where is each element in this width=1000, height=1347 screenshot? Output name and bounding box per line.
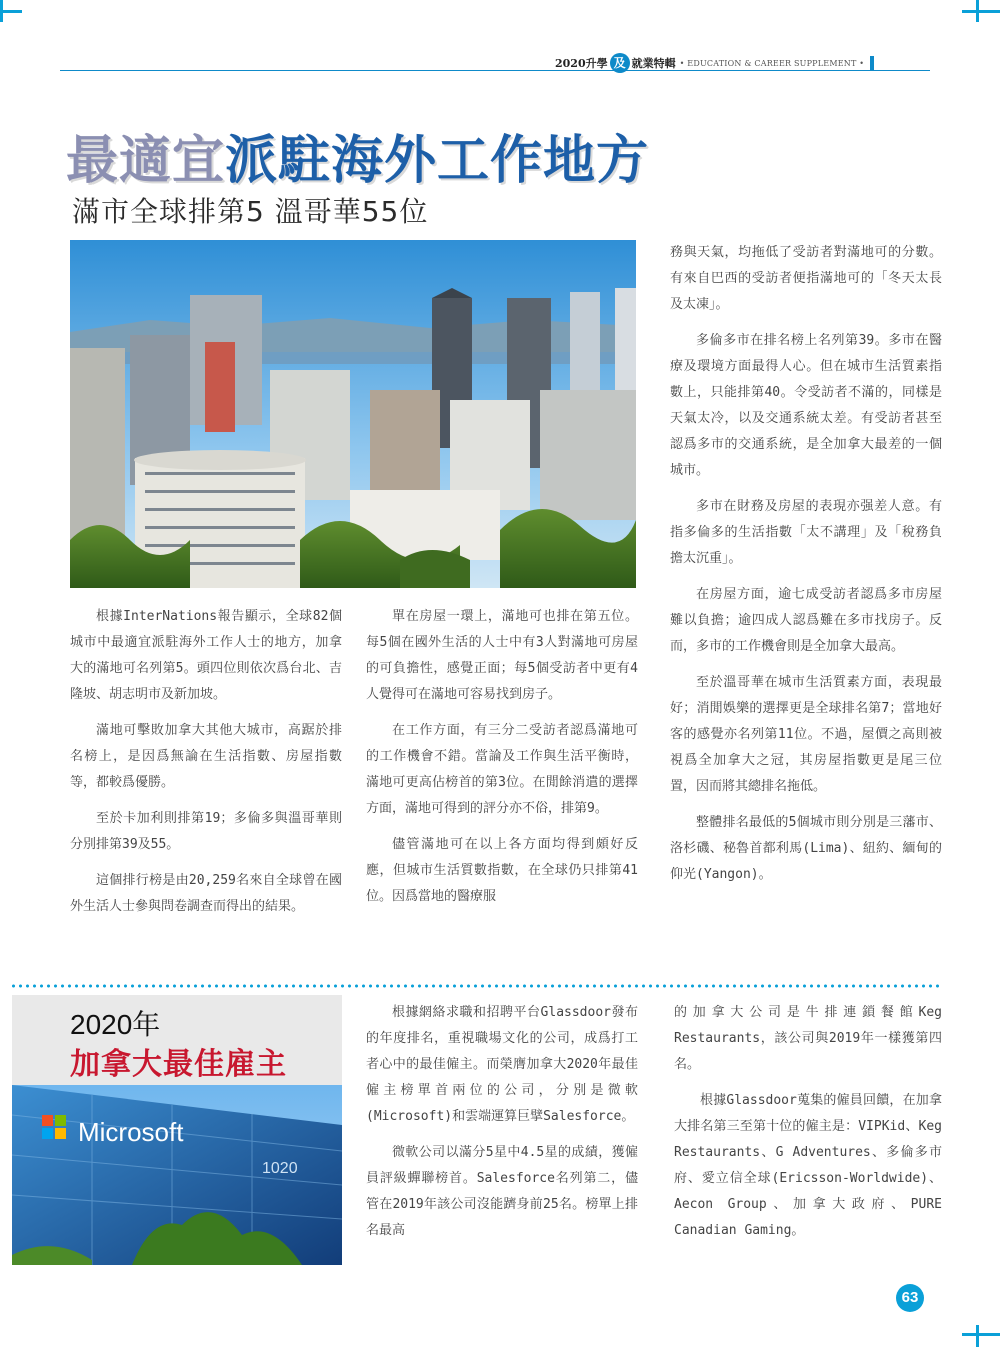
crop-mark: [962, 1333, 1000, 1336]
paragraph: 整體排名最低的5個城市則分別是三藩市、洛杉磯、秘魯首都利馬(Lima)、紐約、緬甸的仰光(Yangon)。: [670, 815, 942, 882]
paragraph: 滿地可擊敗加拿大其他大城市，高踞於排名榜上，是因爲無論在生活指數、房屋指數等，都較爲優勝。: [70, 723, 342, 790]
crop-mark: [976, 1325, 979, 1347]
paragraph: 務與天氣，均拖低了受訪者對滿地可的分數。有來自巴西的受訪者便指滿地可的「冬天太長及太凍」。: [670, 245, 942, 312]
inset-heading: 加拿大最佳雇主: [70, 1047, 287, 1082]
microsoft-logo-text: Microsoft: [78, 1117, 184, 1147]
paragraph: 在工作方面，有三分二受訪者認爲滿地可的工作機會不錯。當論及工作與生活平衡時，滿地可更高佔榜首的第3位。在閒餘消遣的選擇方面，滿地可得到的評分亦不俗，排第9。: [366, 723, 638, 816]
title-part1: 最適宜: [66, 131, 226, 191]
inset-year: 2020年: [70, 1009, 161, 1040]
microsoft-building-photo: [12, 1085, 342, 1265]
crop-mark: [962, 10, 1000, 13]
header-rule: [60, 70, 930, 71]
paragraph: 至於溫哥華在城市生活質素方面，表現最好；消閒娛樂的選擇更是全球排名第7；當地好客的感覺亦名列第11位。不過，屋價之高則被視爲全加拿大之冠，其房屋指數更是尾三位置，因而將其總排名拖低。: [670, 675, 942, 794]
paragraph: 多倫多市在排名榜上名列第39。多市在醫療及環境方面最得人心。但在城市生活質素指數上，只能排第40。令受訪者不滿的，同樣是天氣太冷，以及交通系統太差。有受訪者甚至認爲多市的交通系統，是全加拿大最差的一個城市。: [670, 333, 942, 478]
crop-mark: [0, 10, 22, 13]
header-mid-badge: 及: [610, 53, 630, 73]
paragraph: 根據Glassdoor蒐集的僱員回饋，在加拿大排名第三至第十位的僱主是：VIPKid、Keg Restaurants、G Adventures、多倫多市府、愛立信全球(Ericsson-Worldwide)、Aecon Group、加拿大政府、PURE Canadian Gaming。: [674, 1093, 942, 1238]
dotted-divider: [10, 982, 940, 990]
header-left: 2020升學: [555, 57, 608, 70]
city-skyline-photo: [70, 240, 636, 588]
column-1: [70, 604, 342, 930]
header-bar: [870, 56, 874, 70]
lower-column-3: [674, 1000, 942, 1254]
paragraph: 根據InterNations報告顯示，全球82個城市中最適宜派駐海外工作人士的地方，加拿大的滿地可名列第5。頭四位則依次爲台北、吉隆坡、胡志明市及新加坡。: [70, 609, 342, 702]
header-right: 就業特輯: [631, 57, 676, 70]
building-number: 1020: [262, 1160, 298, 1177]
column-2: [366, 604, 638, 920]
article-subtitle: 滿市全球排第5 溫哥華55位: [72, 195, 429, 228]
paragraph: 的加拿大公司是牛排連鎖餐館Keg Restaurants，該公司與2019年一樣獲第四名。: [674, 1005, 942, 1072]
paragraph: 單在房屋一環上，滿地可也排在第五位。每5個在國外生活的人士中有3人對滿地可房屋的可負擔性，感覺正面；每5個受訪者中更有4人覺得可在滿地可容易找到房子。: [366, 609, 638, 702]
title-part2: 派駐海外工作地方: [225, 131, 650, 191]
lower-column-2: [366, 1000, 638, 1254]
header-english: • EDUCATION & CAREER SUPPLEMENT •: [679, 58, 865, 68]
paragraph: 至於卡加利則排第19；多倫多與溫哥華則分別排第39及55。: [70, 811, 342, 852]
paragraph: 微軟公司以滿分5星中4.5星的成績，獲僱員評級蟬聯榜首。Salesforce名列第二，儘管在2019年該公司沒能躋身前25名。榜單上排名最高: [366, 1145, 638, 1238]
paragraph: 儘管滿地可在以上各方面均得到頗好反應，但城市生活質數指數，在全球仍只排第41位。因爲當地的醫療服: [366, 837, 638, 904]
paragraph: 根據網絡求職和招聘平台Glassdoor發布的年度排名，重視職場文化的公司，成爲打工者心中的最佳僱主。而榮膺加拿大2020年最佳僱主榜單首兩位的公司，分別是微軟(Microsoft)和雲端運算巨擘Salesforce。: [366, 1005, 638, 1124]
best-employer-inset: [12, 995, 342, 1265]
article-title: [66, 118, 649, 193]
paragraph: 多市在財務及房屋的表現亦强差人意。有指多倫多的生活指數「太不講理」及「稅務負擔太沉重」。: [670, 499, 942, 566]
column-3: [670, 240, 942, 898]
paragraph: 這個排行榜是由20,259名來自全球曾在國外生活人士參與問卷調查而得出的結果。: [70, 873, 342, 914]
paragraph: 在房屋方面，逾七成受訪者認爲多市房屋難以負擔；逾四成人認爲難在多市找房子。反而，多市的工作機會則是全加拿大最高。: [670, 587, 942, 654]
page-number: 63: [896, 1284, 924, 1312]
